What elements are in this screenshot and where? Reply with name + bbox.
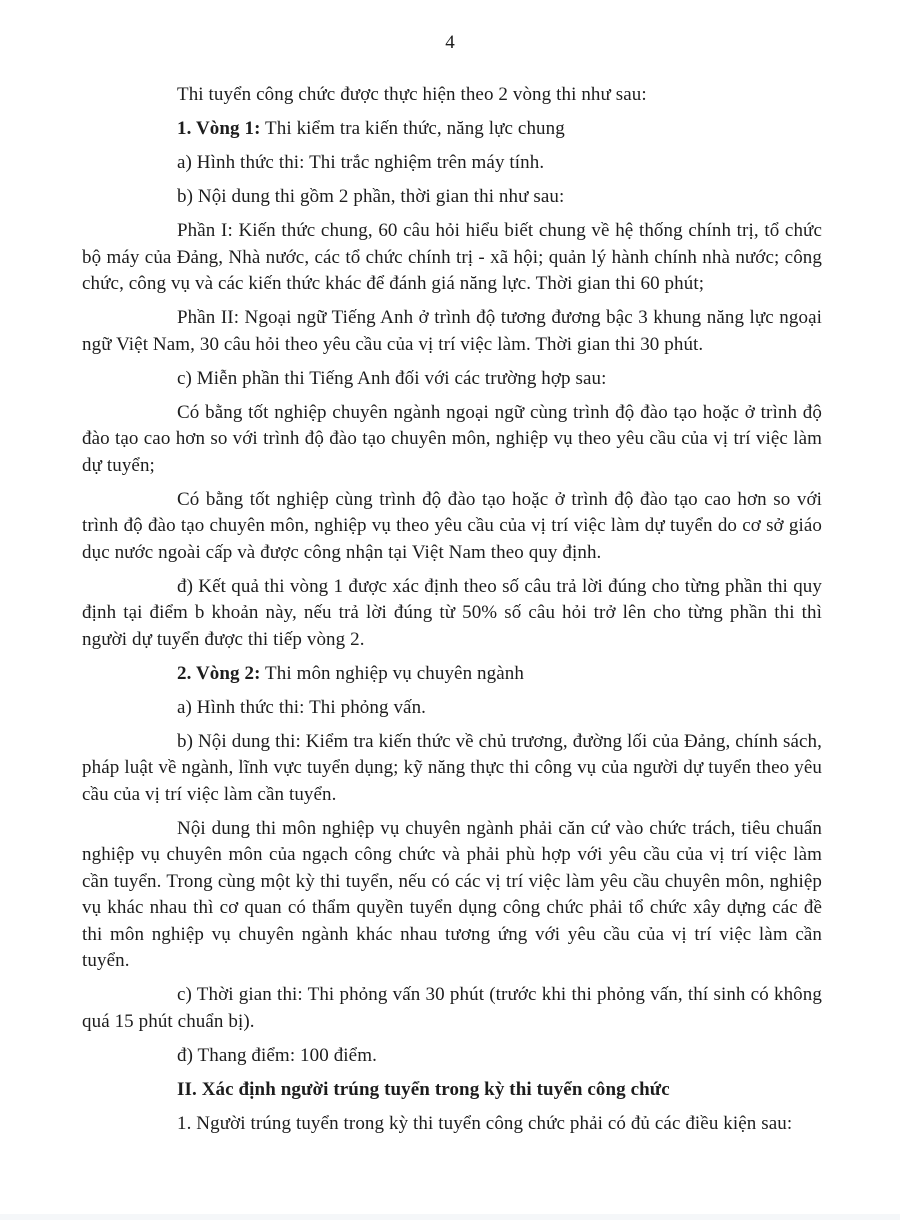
paragraph-text: đ) Kết quả thi vòng 1 được xác định theo số câu trả lời đúng cho từng phần thi quy định tại điểm b khoản này, nếu trả lời đúng từ 50% số câu hỏi trở lên cho từng phần thi thì người dự tuyển được thi tiếp vòng 2. <box>82 575 822 650</box>
paragraph <box>82 116 822 143</box>
paragraph-bold-prefix: 1. Vòng 1: <box>177 118 261 139</box>
paragraph <box>82 1043 822 1070</box>
paragraph <box>82 82 822 109</box>
paragraph-text: a) Hình thức thi: Thi trắc nghiệm trên máy tính. <box>177 152 545 173</box>
paragraph <box>82 184 822 211</box>
paragraph <box>82 150 822 177</box>
paragraph <box>82 1077 822 1104</box>
paragraph-text: Thi môn nghiệp vụ chuyên ngành <box>260 662 524 684</box>
paragraph-text: II. Xác định người trúng tuyển trong kỳ thi tuyển công chức <box>177 1078 670 1100</box>
paragraph <box>82 729 822 809</box>
paragraph-text: Nội dung thi môn nghiệp vụ chuyên ngành phải căn cứ vào chức trách, tiêu chuẩn nghiệp vụ chuyên môn của ngạch công chức và phải phù hợp với yêu cầu của vị trí việc làm cần tuyển. Trong cùng một kỳ thi tuyển, nếu có các vị trí việc làm yêu cầu chuyên môn, nghiệp vụ khác nhau thì cơ quan có thẩm quyền tuyển dụng công chức phải tổ chức xây dựng các đề thi môn nghiệp vụ chuyên ngành khác nhau tương ứng với yêu cầu của vị trí việc làm cần tuyển. <box>82 817 822 971</box>
paragraph <box>82 982 822 1035</box>
paragraph <box>82 305 822 358</box>
paragraph-text: Có bằng tốt nghiệp cùng trình độ đào tạo hoặc ở trình độ đào tạo cao hơn so với trình độ đào tạo chuyên môn, nghiệp vụ theo yêu cầu của vị trí việc làm dự tuyển do cơ sở giáo dục nước ngoài cấp và được công nhận tại Việt Nam theo quy định. <box>82 488 822 563</box>
paragraph-text: Thi tuyển công chức được thực hiện theo 2 vòng thi như sau: <box>177 84 647 105</box>
paragraph-text: c) Miễn phần thi Tiếng Anh đối với các trường hợp sau: <box>177 367 607 389</box>
paragraph-text: b) Nội dung thi: Kiểm tra kiến thức về chủ trương, đường lối của Đảng, chính sách, pháp luật về ngành, lĩnh vực tuyển dụng; kỹ năng thực thi công vụ của người dự tuyển theo yêu cầu của vị trí việc làm cần tuyển. <box>82 730 822 805</box>
paragraph-text: Có bằng tốt nghiệp chuyên ngành ngoại ngữ cùng trình độ đào tạo hoặc ở trình độ đào tạo cao hơn so với trình độ đào tạo chuyên môn, nghiệp vụ theo yêu cầu của vị trí việc làm dự tuyển; <box>82 401 822 476</box>
paragraph-text: b) Nội dung thi gồm 2 phần, thời gian thi như sau: <box>177 186 565 207</box>
document-content <box>82 82 822 1137</box>
paragraph <box>82 661 822 688</box>
paragraph-bold-prefix: 2. Vòng 2: <box>177 662 261 684</box>
paragraph <box>82 695 822 722</box>
paragraph-text: Thi kiểm tra kiến thức, năng lực chung <box>260 118 565 139</box>
bottom-strip <box>0 1214 900 1220</box>
paragraph-text: Phần II: Ngoại ngữ Tiếng Anh ở trình độ tương đương bậc 3 khung năng lực ngoại ngữ Việt Nam, 30 câu hỏi theo yêu cầu của vị trí việc làm. Thời gian thi 30 phút. <box>82 307 822 355</box>
paragraph-text: Phần I: Kiến thức chung, 60 câu hỏi hiểu biết chung về hệ thống chính trị, tổ chức bộ máy của Đảng, Nhà nước, các tổ chức chính trị - xã hội; quản lý hành chính nhà nước; công chức, công vụ và các kiến thức khác để đánh giá năng lực. Thời gian thi 60 phút; <box>82 220 822 294</box>
paragraph-text: 1. Người trúng tuyển trong kỳ thi tuyển công chức phải có đủ các điều kiện sau: <box>177 1112 793 1134</box>
paragraph-text: c) Thời gian thi: Thi phỏng vấn 30 phút (trước khi thi phỏng vấn, thí sinh có không quá 15 phút chuẩn bị). <box>82 984 822 1032</box>
paragraph-text: a) Hình thức thi: Thi phỏng vấn. <box>177 696 427 718</box>
paragraph <box>82 218 822 298</box>
page-number: 4 <box>445 32 455 53</box>
paragraph <box>82 1111 822 1138</box>
paragraph-text: đ) Thang điểm: 100 điểm. <box>177 1044 377 1066</box>
paragraph <box>82 400 822 480</box>
paragraph <box>82 816 822 975</box>
paragraph <box>82 366 822 393</box>
paragraph <box>82 574 822 654</box>
paragraph <box>82 487 822 567</box>
